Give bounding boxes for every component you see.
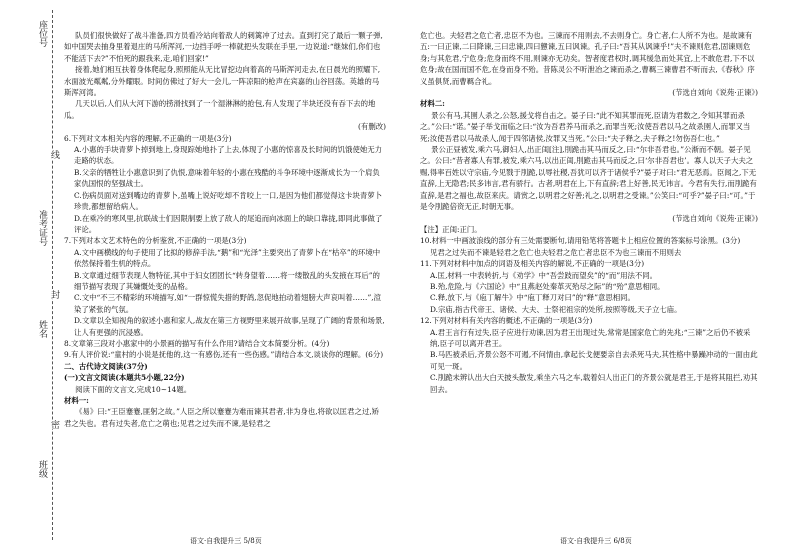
seal-seal-char: 封 (49, 290, 59, 299)
story-paragraph-3: 几天以后,人们从大河下游的捞滑找到了一个湿淋淋的抢包,有人发现了半块还没有吞下去的地瓜。 (64, 99, 376, 120)
page-footer-left: 语文·自我提升三 5/8页 (190, 537, 262, 545)
question-12-option-a: A.君王言行有过失,臣子应进行劝谏,因为君王出现过失,常常是国家危亡的先兆;“三谏”之后仍不被采纳,臣子可以离开君王。 (430, 327, 751, 348)
question-11-option-d: D.宗庙,指古代帝王、诸侯、大夫、士祭祀祖宗的处所,按照等级,天子立七庙。 (430, 304, 682, 314)
question-11: 11.下列对材料中加点的词语及相关内容的解说,不正确的一项是(3分) (420, 259, 645, 269)
question-6-option-b: B.父亲的牺牲让小惠意识到了仇恨,意味着年轻的小惠在残酷的斗争环境中逐渐成长为一个肩负家仇国恨的坚强战士。 (74, 167, 380, 189)
material-2-heading: 材料二: (420, 99, 445, 109)
material-2-paragraph-2: 景公正昼被发,乘六马,御妇人,出正闺[注],刖跪击其马而反之,曰:“尔非吾君也。”公渐而不朝。晏子见之。公曰:“昔者寡人有罪,被发,乘六马,以出正闺,刖跪击其马而反之,曰‘尔非吾君也’。寡人以天子大夫之赐,得率百姓以守宗庙,今见戮于刖跪,以辱社稷,吾犹可以齐于诸侯乎?”晏子对曰:“君无恶焉。臣闻之,下无直辞,上无隐君;民多讳言,君有骄行。古者,明君在上,下有直辞;君上好善,民无讳言。今君有失行,而刖跪有直辞,是君之福也,故臣来庆。请赏之,以明君之好善;礼之,以明君之受谏。”公笑曰:“可乎?”晏子曰:“可。”于是令刖跪倍资无正,时朝无事。 (420, 145, 757, 212)
seat-number-label: 座位号 (37, 20, 47, 47)
section-2-heading: 二、古代诗文阅读(37分) (64, 361, 148, 371)
exam-id-label: 准考证号 (37, 210, 47, 246)
question-8: 8.文章第三段对小惠家中的小景画的描写有什么作用?请结合文本简要分析。(4分) (64, 338, 330, 348)
right-column (420, 30, 758, 395)
annotation-note: 【注】正闺:正门。 (420, 224, 482, 234)
story-paragraph-2: 接着,她们相互扶着身体爬起身,照照能从无比冒挖边向着高的马斯浑河走去,在日晨光的照耀下,水面波光粼粼,分外耀眼。时间仿佛过了好大一会儿,一阵凉阳的枪声在宾嘉的山谷回荡。英雄的马斯浑河湾。 (64, 65, 381, 98)
material-1-source: (节选自刘向《说苑·正谏》) (672, 88, 758, 98)
question-12: 12.下列对材料有关内容的概述,不正确的一项是(3分) (420, 316, 593, 326)
question-12-option-c: C.刖跪未辨认出大白天披头散发,乘坐六马之车,载着妇人出正门的齐景公就是君王,于是将其阻拦,劝其回去。 (430, 373, 758, 394)
seal-line-char: 线 (49, 150, 59, 159)
question-11-option-b: B.殆,危险,与《六国论》中“且燕赵处秦革灭殆尽之际”的“殆”意思相同。 (430, 281, 665, 291)
question-7: 7.下列对本文艺术特色的分析鉴赏,不正确的一项是(3分) (64, 236, 247, 246)
question-9: 9.有人评价说:“童村的小说是抚他的,这一有感伤,还有一些伤感。”请结合本文,谈谈你的理解。(6分) (64, 350, 384, 360)
question-6-option-a: A.小惠的手块青萝卜掉到地上,身现踪她地扑了上去,体现了小惠的惊喜及长时间的饥饿使她无力走路的状态。 (74, 145, 383, 166)
story-paragraph-1: 队员们很快做好了战斗准备,四方员看冷站向着敌人的刺篱冲了过去。直到打完了最后一颗子弹,如中国哭去抽身里着退庄的马所浑河,一边挡手呼一棒就把头发联在手里,一边说道:“继妹们,你们也不能活下去?”不怕死的跟我来,走,咱们回家!” (64, 31, 383, 63)
question-6-option-c: C.伤病员面对送到嘴边的青萝卜,虽嘴上说好吃却不肯咬上一口,是因为他们都觉得这卡块青萝卜珍贵,都想留给病人。 (74, 190, 383, 212)
material-2-source: (节选自刘向《说苑·正谏》) (672, 213, 758, 223)
question-11-option-a: A.匡,材料一中表转折,与《劝学》中“吾尝跂而望矣”的“而”用法不同。 (430, 270, 658, 280)
material-1-heading: 材料一: (64, 396, 89, 405)
material-1-continued: 危亡也。夫轻君之危亡者,忠臣不为也。三谏而不用则去,不去则身亡。身亡者,仁人所不为也。是故谏有五:一曰正谏,二曰降谏,三曰忠谏,四曰戆谏,五曰讽谏。孔子曰:“吾其从讽谏乎!”夫不谏则危君,固谏则危身;与其危君,宁危身;危身而终不用,则谏亦无功矣。智者度君权时,调其缓急而处其宜,上不敢危君,下不以危身;故在国而国不危,在身而身不殆。昔陈灵公不听泄冶之谏而杀之,曹羁三谏曹君不听而去,《春秋》序义虽俱贤,而曹羁合礼。 (420, 31, 755, 86)
question-7-option-a: A.文中画横线的句子使用了比拟的修辞手法,“鹅”和“光泽”主要突出了青萝卜在“枯卒”的环境中依然保持着生机的特点。 (74, 247, 381, 269)
name-label: 姓名 (37, 320, 47, 338)
binding-margin (0, 0, 60, 550)
question-7-option-b: B.文章通过细节表现人物特征,其中于妇女团团长“转身望着……将一缕散乱的头发掖在耳后”的细节描写表现了其嫌慨处变的品格。 (74, 270, 380, 291)
question-7-option-d: D.文章以全知视角的叙述小惠和家人,战友在第三方视野里来展开故事,呈现了广阔的背景和场景,让人有更强的沉浸感。 (74, 316, 385, 337)
seal-dash-line (52, 10, 53, 540)
question-12-option-b: B.马匹被杀后,齐景公怒不可遏,不问情由,拿起长戈便要亲自去杀死马夫,其性格中暴躁冲动的一面由此可见一斑。 (430, 350, 758, 371)
question-6-option-d: D.在乘冷的寒风里,抗联战士们因限制要上放了敌人的尾追而向冰面上的缺口靠拢,即同此事做了评论。 (74, 213, 383, 234)
section-2-subheading: (一)文言文阅读(本题共5小题,22分) (64, 373, 185, 383)
material-1-text: 《易》曰:“王臣蹇蹇,匪躬之故。”人臣之所以蹇蹇为难而谏其君者,非为身也,将欲以匡君之过,矫君之失也。君有过失者,危亡之萌也;见君之过失而不谏,是轻君之 (64, 407, 380, 428)
left-column (64, 30, 386, 429)
material-2-paragraph-1: 景公有马,其圉人杀之,公怒,援戈将自击之。晏子曰:“此不知其罪而死,臣请为君数之,令知其罪而杀之。”公曰:“诺。”晏子举戈而临之曰:“汝为吾君养马而杀之,而罪当死;汝使吾君以马之故杀圉人,而罪又当死;汝使吾君以马故杀人,闻于四邻诸侯,汝罪又当死。”公曰:“夫子释之,夫子释之!勿伤吾仁也。” (420, 110, 751, 143)
question-10-sentence: 见君之过失而不谏是轻君之危亡也夫轻君之危亡者忠臣不为也三谏而不用则去 (430, 247, 682, 257)
question-6: 6.下列对文本相关内容的理解,不正确的一项是(3分) (64, 133, 232, 143)
question-10: 10.材料一中画波浪线的部分有三处需要断句,请用铅笔将答题卡上相应位置的答案标号涂黑。(3分) (420, 236, 741, 246)
question-7-option-c: C.文中“不三不精彩的环境描写,如“一群惊慌失措的野鸽,忽促地拍动着翅膀大声哀叫着……”,渲染了紧张的气氛。 (74, 293, 381, 314)
page-footer-right: 语文·自我提升三 6/8页 (560, 537, 632, 545)
seal-secret-char: 密 (49, 420, 59, 429)
question-11-option-c: C.释,放下,与《庖丁解牛》中“庖丁释刀对曰”的“释”意思相同。 (430, 293, 635, 303)
edit-note: (有删改) (358, 122, 386, 132)
class-label: 班级 (37, 460, 47, 478)
section-2-instruction: 阅读下面的文言文,完成10~14题。 (75, 384, 192, 394)
